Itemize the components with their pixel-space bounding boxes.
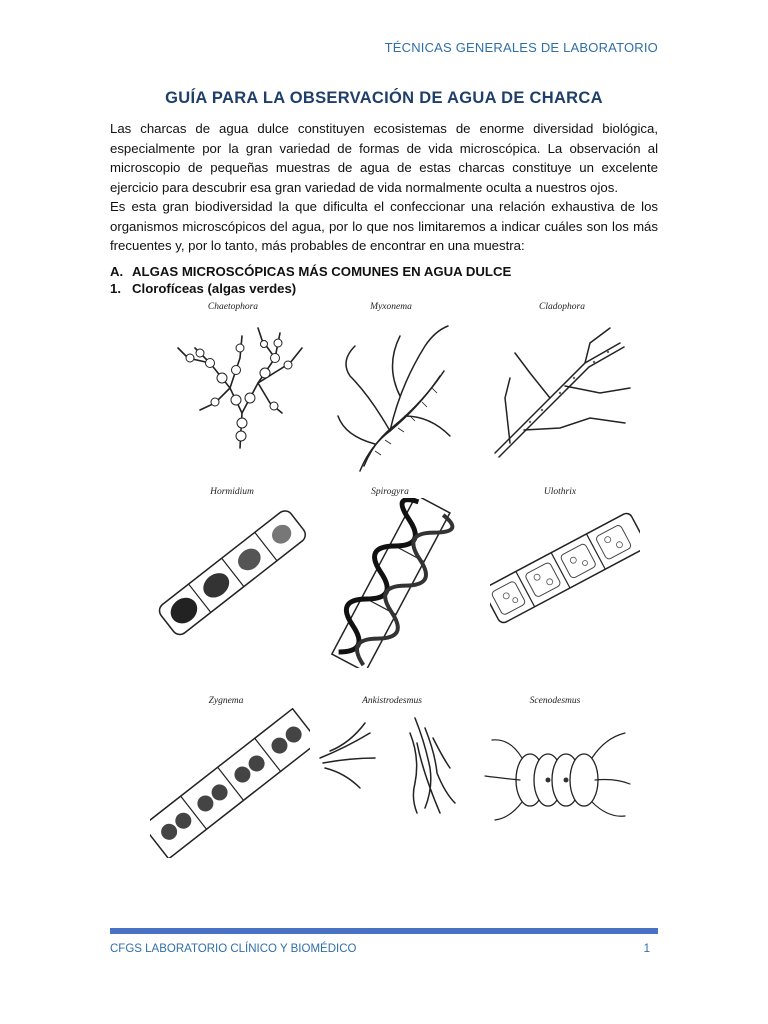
footer-rule [110, 928, 658, 934]
caption-chaetophora: Chaetophora [207, 302, 259, 312]
caption-myxonema: Myxonema [370, 302, 412, 312]
caption-scenodesmus: Scenodesmus [529, 696, 581, 706]
subsection-heading [110, 279, 296, 298]
section-title: ALGAS MICROSCÓPICAS MÁS COMUNES EN AGUA DULCE [132, 264, 512, 279]
ulothrix-drawing [490, 503, 640, 633]
section-marker: A. [110, 264, 124, 279]
spirogyra-drawing [325, 498, 455, 668]
caption-ulothrix: Ulothrix [543, 487, 577, 497]
scenodesmus-drawing [480, 718, 635, 838]
cladophora-drawing [490, 318, 640, 458]
caption-zygnema: Zygnema [208, 696, 244, 706]
ankistrodesmus-drawing [315, 713, 465, 823]
caption-hormidium: Hormidium [210, 487, 254, 497]
myxonema-drawing [330, 316, 460, 476]
algae-illustration-grid [150, 298, 640, 858]
caption-ankistrodesmus: Ankistrodesmus [362, 696, 422, 706]
caption-spirogyra: Spirogyra [371, 487, 409, 497]
biodiversity-paragraph: Es esta gran biodiversidad la que dificulta el confeccionar una relación exhaustiva de los organismos microscópicos del agua, por lo que nos limitaremos a indicar cuáles son los más frecuentes y, por lo tanto, más probables de encontrar en una muestra: [110, 199, 658, 253]
footer-text: CFGS LABORATORIO CLÍNICO Y BIOMÉDICO [110, 943, 357, 955]
subsection-marker: 1. [110, 281, 121, 296]
chaetophora-drawing [170, 318, 310, 458]
running-header: TÉCNICAS GENERALES DE LABORATORIO [384, 40, 658, 55]
caption-cladophora: Cladophora [539, 302, 585, 312]
intro-paragraph: Las charcas de agua dulce constituyen ecosistemas de enorme diversidad biológica, especialmente por la gran variedad de formas de vida microscópica. La observación al microscopio de pequeñas muestras de agua de estas charcas constituye un excelente ejercicio para descubrir esa gran variedad de vida normalmente oculta a nuestros ojos. [110, 121, 658, 195]
zygnema-drawing [150, 708, 310, 858]
hormidium-drawing [155, 503, 310, 643]
page-title: GUÍA PARA LA OBSERVACIÓN DE AGUA DE CHARCA [165, 89, 603, 107]
page-number: 1 [643, 943, 650, 955]
subsection-title: Clorofíceas (algas verdes) [132, 281, 297, 296]
